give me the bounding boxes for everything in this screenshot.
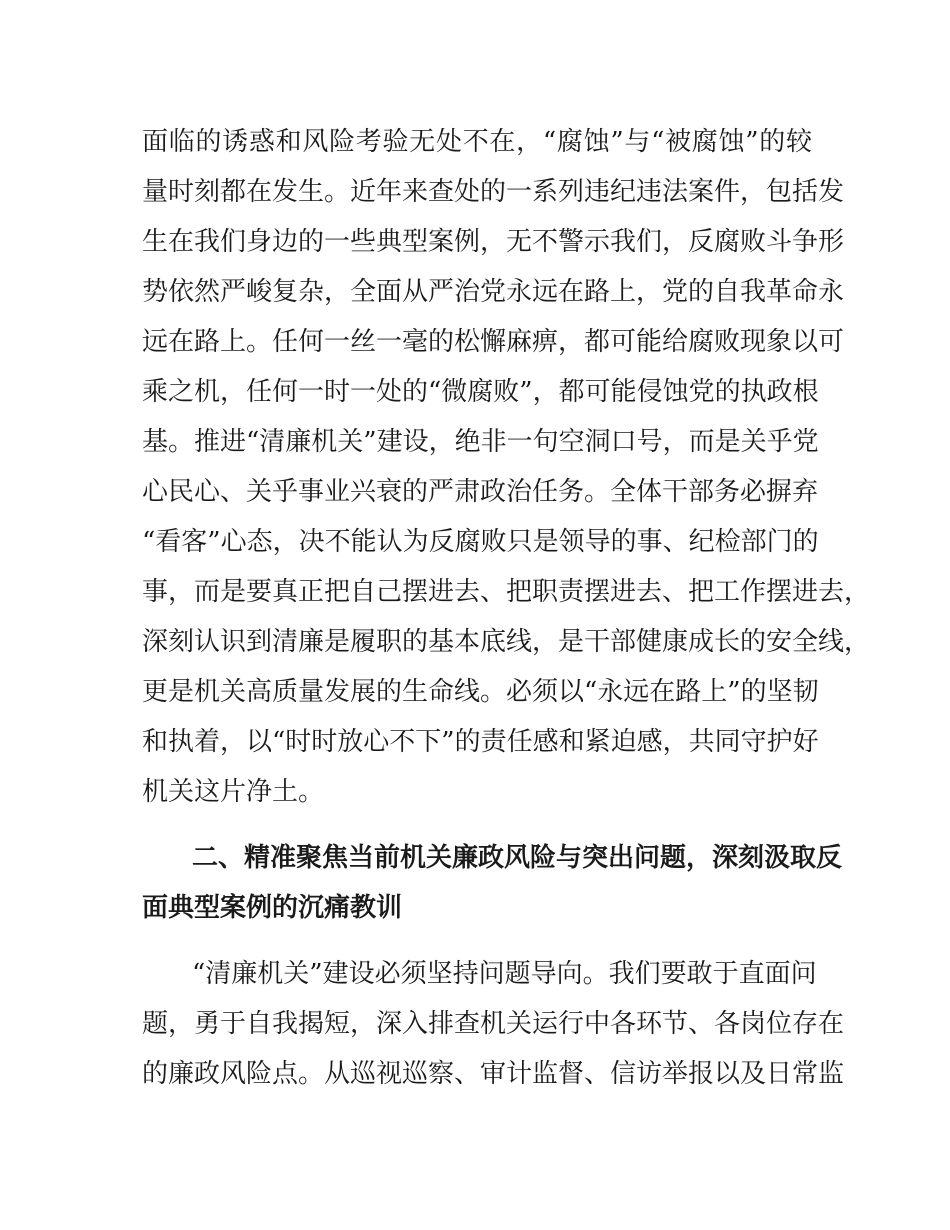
paragraph-line: 基。推进“清廉机关”建设，绝非一句空洞口号，而是关乎党 [142, 427, 819, 457]
paragraph-line: 面临的诱惑和风险考验无处不在，“腐蚀”与“被腐蚀”的较 [142, 127, 812, 157]
paragraph-line: 深刻认识到清廉是履职的基本底线，是干部健康成长的安全线， [142, 627, 871, 657]
paragraph-line: 机关这片净土。 [142, 777, 325, 807]
paragraph-line: 乘之机，任何一时一处的“微腐败”，都可能侵蚀党的执政根 [142, 377, 819, 407]
paragraph-line: 生在我们身边的一些典型案例，无不警示我们，反腐败斗争形 [142, 227, 845, 257]
paragraph-line: “看客”心态，决不能认为反腐败只是领导的事、纪检部门的 [142, 527, 819, 557]
paragraph-line: “清廉机关”建设必须坚持问题导向。我们要敢于直面问 [192, 959, 817, 989]
heading-line: 二、精准聚焦当前机关廉政风险与突出问题，深刻汲取反 [192, 843, 843, 873]
paragraph-line: 势依然严峻复杂，全面从严治党永远在路上，党的自我革命永 [142, 277, 845, 307]
paragraph-line: 量时刻都在发生。近年来查处的一系列违纪违法案件，包括发 [142, 177, 845, 207]
paragraph-line: 远在路上。任何一丝一毫的松懈麻痹，都可能给腐败现象以可 [142, 327, 845, 357]
paragraph-line: 题，勇于自我揭短，深入排查机关运行中各环节、各岗位存在 [142, 1009, 845, 1039]
paragraph-line: 更是机关高质量发展的生命线。必须以“永远在路上”的坚韧 [142, 677, 819, 707]
paragraph-line: 心民心、关乎事业兴衰的严肃政治任务。全体干部务必摒弃 [142, 477, 819, 507]
paragraph-line: 事，而是要真正把自己摆进去、把职责摆进去、把工作摆进去， [142, 577, 871, 607]
paragraph-line: 和执着，以“时时放心不下”的责任感和紧迫感，共同守护好 [142, 727, 819, 757]
heading-line: 面典型案例的沉痛教训 [142, 893, 403, 923]
paragraph-line: 的廉政风险点。从巡视巡察、审计监督、信访举报以及日常监 [142, 1059, 845, 1089]
